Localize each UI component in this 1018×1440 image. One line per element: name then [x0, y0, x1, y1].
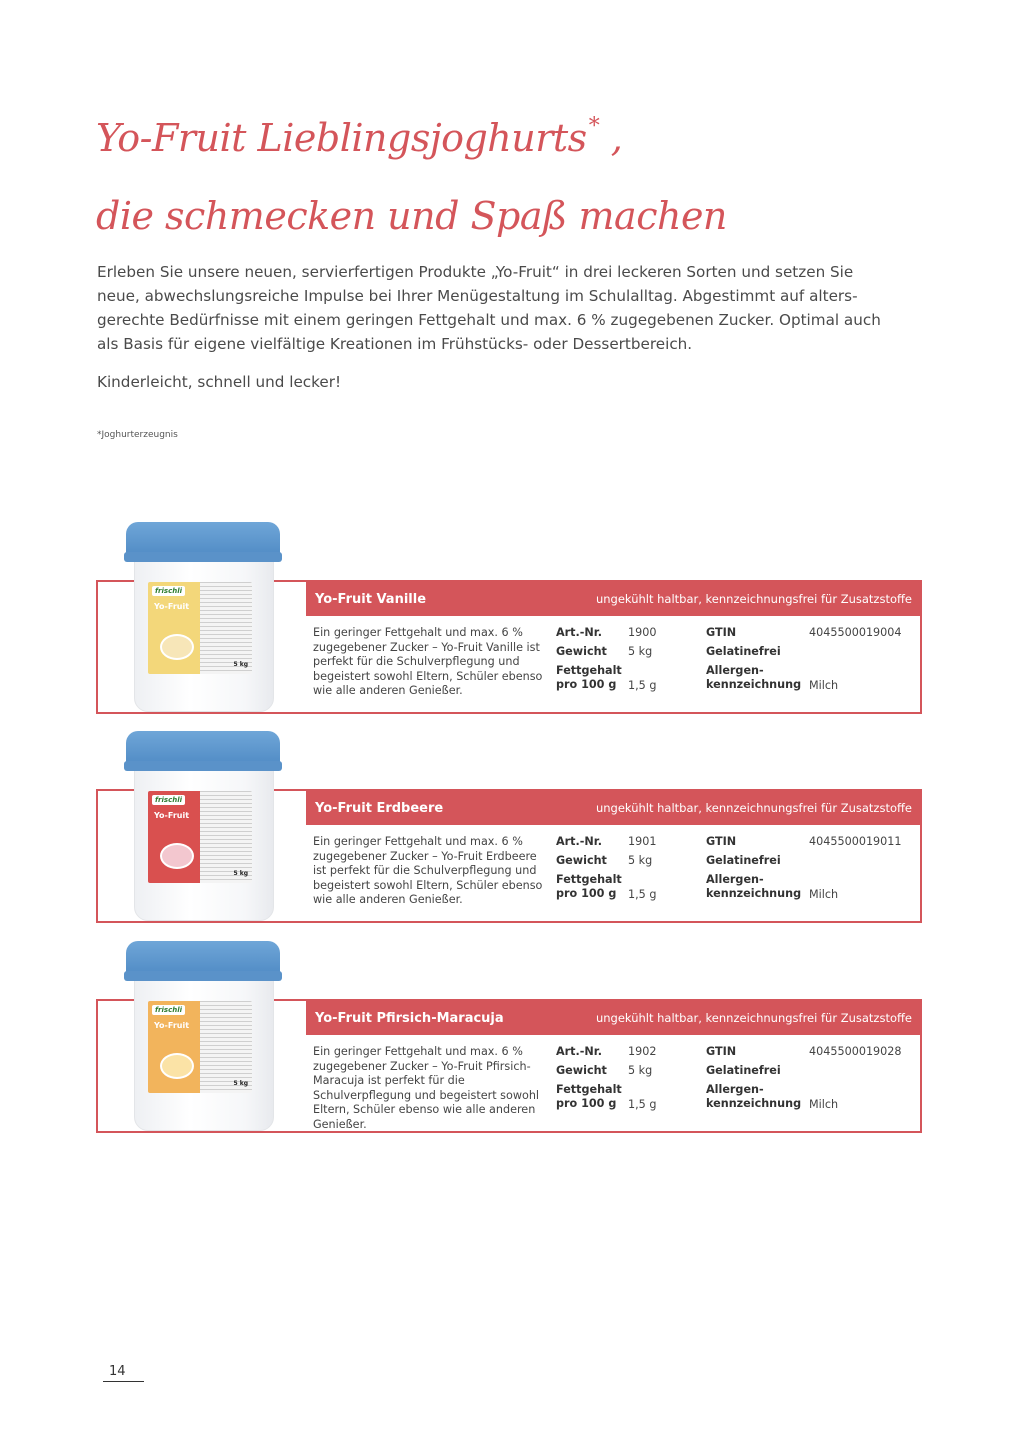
product-name: Yo-Fruit Vanille	[315, 591, 427, 607]
art-nr-value: 1900	[628, 626, 657, 639]
fett-label-2: pro 100 g	[556, 1097, 617, 1110]
dessert-image	[160, 843, 194, 869]
art-nr-value: 1901	[628, 835, 657, 848]
ingredients-panel	[200, 791, 252, 883]
allergen-value: Milch	[809, 679, 839, 692]
gtin-label: GTIN	[706, 626, 737, 639]
allergen-label-2: kennzeichnung	[706, 1097, 802, 1110]
allergen-value: Milch	[809, 888, 839, 901]
tagline: Kinderleicht, schnell und lecker!	[97, 373, 342, 391]
fett-value: 1,5 g	[628, 888, 657, 901]
allergen-label-1: Allergen-	[706, 664, 764, 677]
brand-logo: frischli	[152, 1005, 185, 1015]
gewicht-value: 5 kg	[628, 645, 653, 658]
gtin-value: 4045500019028	[809, 1045, 902, 1058]
fett-label-2: pro 100 g	[556, 678, 617, 691]
package-flavor: Yo-Fruit	[154, 1021, 190, 1030]
brand-logo: frischli	[152, 795, 185, 805]
tub-label	[148, 582, 252, 674]
package-weight: 5 kg	[233, 661, 248, 668]
brand-logo: frischli	[152, 586, 185, 596]
gewicht-value: 5 kg	[628, 854, 653, 867]
tub-label	[148, 1001, 252, 1093]
art-nr-label: Art.-Nr.	[556, 835, 602, 848]
package-weight: 5 kg	[233, 1080, 248, 1087]
page-headline	[96, 104, 727, 239]
gelatine-label: Gelatinefrei	[706, 854, 781, 867]
product-description: Ein geringer Fettgehalt und max. 6 % zugegebener Zucker – Yo-Fruit Vanille ist perfekt für die Schulverpflegung und begeistert sowohl Eltern, Schüler ebenso wie alle anderen Genießer.	[313, 626, 543, 697]
fett-value: 1,5 g	[628, 679, 657, 692]
gelatine-label: Gelatinefrei	[706, 1064, 781, 1077]
gewicht-value: 5 kg	[628, 1064, 653, 1077]
headline-line-2: die schmecken und Spaß machen	[96, 194, 727, 238]
fett-value: 1,5 g	[628, 1098, 657, 1111]
tub-label	[148, 791, 252, 883]
gelatine-label: Gelatinefrei	[706, 645, 781, 658]
allergen-label-1: Allergen-	[706, 873, 764, 886]
gtin-label: GTIN	[706, 835, 737, 848]
product-note: ungekühlt haltbar, kennzeichnungsfrei für Zusatzstoffe	[595, 1011, 912, 1025]
allergen-label-2: kennzeichnung	[706, 887, 802, 900]
package-flavor: Yo-Fruit	[154, 811, 190, 820]
art-nr-label: Art.-Nr.	[556, 626, 602, 639]
fett-label-1: Fettgehalt	[556, 1083, 622, 1096]
headline-footnote-mark: *	[588, 114, 600, 139]
gewicht-label: Gewicht	[556, 854, 607, 867]
package-flavor: Yo-Fruit	[154, 602, 190, 611]
product-name: Yo-Fruit Pfirsich-Maracuja	[315, 1010, 504, 1026]
footnote: *Joghurterzeugnis	[97, 430, 178, 440]
ingredients-panel	[200, 582, 252, 674]
allergen-label-1: Allergen-	[706, 1083, 764, 1096]
product-note: ungekühlt haltbar, kennzeichnungsfrei für Zusatzstoffe	[595, 801, 912, 815]
art-nr-label: Art.-Nr.	[556, 1045, 602, 1058]
fett-label-1: Fettgehalt	[556, 664, 622, 677]
headline-line-1: Yo-Fruit Lieblingsjoghurts* ,	[96, 114, 623, 160]
product-note: ungekühlt haltbar, kennzeichnungsfrei für Zusatzstoffe	[595, 592, 912, 606]
fett-label-1: Fettgehalt	[556, 873, 622, 886]
ingredients-panel	[200, 1001, 252, 1093]
page-number: 14	[103, 1364, 144, 1382]
gtin-value: 4045500019011	[809, 835, 902, 848]
gtin-label: GTIN	[706, 1045, 737, 1058]
allergen-label-2: kennzeichnung	[706, 678, 802, 691]
product-tub-image	[124, 731, 282, 921]
art-nr-value: 1902	[628, 1045, 657, 1058]
fett-label-2: pro 100 g	[556, 887, 617, 900]
gtin-value: 4045500019004	[809, 626, 902, 639]
product-name: Yo-Fruit Erdbeere	[315, 800, 444, 816]
dessert-image	[160, 1053, 194, 1079]
product-header	[306, 1001, 920, 1035]
product-header	[306, 582, 920, 616]
gewicht-label: Gewicht	[556, 645, 607, 658]
gewicht-label: Gewicht	[556, 1064, 607, 1077]
dessert-image	[160, 634, 194, 660]
product-description: Ein geringer Fettgehalt und max. 6 % zugegebener Zucker – Yo-Fruit Erdbeere ist perfekt für die Schulverpflegung und begeistert sowohl Eltern, Schüler ebenso wie alle anderen Genießer.	[313, 835, 543, 906]
allergen-value: Milch	[809, 1098, 839, 1111]
product-tub-image	[124, 941, 282, 1131]
product-header	[306, 791, 920, 825]
intro-paragraph: Erleben Sie unsere neuen, servierfertigen Produkte „Yo-Fruit“ in drei leckeren Sorten und setzen Sie neue, abwechslungsreiche Impulse bei Ihrer Menügestaltung im Schulalltag. Abgestimmt auf alters-gerechte Bedürfnisse mit einem geringen Fettgehalt und max. 6 % zugegebenen Zucker. Optimal auch als Basis für eigene vielfältige Kreationen im Frühstücks- oder Dessertbereich.	[97, 263, 881, 353]
product-description: Ein geringer Fettgehalt und max. 6 % zugegebener Zucker – Yo-Fruit Pfirsich-Maracuja ist perfekt für die Schulverpflegung und begeistert sowohl Eltern, Schüler ebenso wie alle anderen Genießer.	[313, 1045, 540, 1131]
product-tub-image	[124, 522, 282, 712]
package-weight: 5 kg	[233, 870, 248, 877]
